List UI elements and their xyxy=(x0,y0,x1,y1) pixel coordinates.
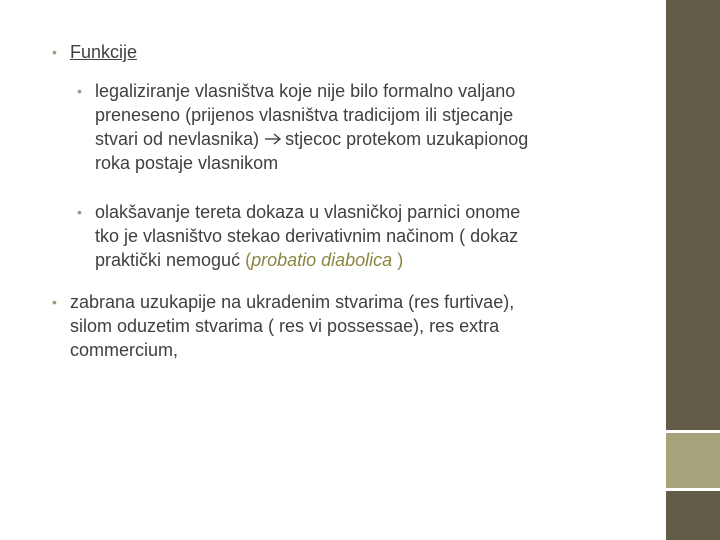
text-line: commercium, xyxy=(70,340,179,360)
text-line: zabrana uzukapije na ukradenim stvarima (res furtivae), xyxy=(70,292,515,312)
text-line: preneseno (prijenos vlasništva tradicijom ili stjecanje xyxy=(95,105,514,125)
paren-open: ( xyxy=(245,250,252,270)
text-line xyxy=(95,127,528,151)
latin-term: probatio diabolica xyxy=(251,250,393,270)
bullet-zabrana xyxy=(52,290,515,362)
paren-close: ) xyxy=(392,250,404,270)
text-line: silom oduzetim stvarima ( res vi possessae), res extra xyxy=(70,316,500,336)
side-decoration xyxy=(666,0,720,540)
right-arrow-icon xyxy=(264,132,282,146)
heading-funkcije: Funkcije xyxy=(70,42,138,62)
side-bar-dark xyxy=(666,0,720,430)
text-segment: stvari od nevlasnika) xyxy=(95,129,260,149)
bullet-marker: • xyxy=(52,294,57,310)
bullet-marker: • xyxy=(52,44,57,60)
text-line xyxy=(95,248,520,272)
side-bar-light xyxy=(666,433,720,488)
text-segment: stjecoc protekom uzukapionog xyxy=(285,129,529,149)
bullet-olaksavanje xyxy=(77,200,521,272)
text-line: roka postaje vlasnikom xyxy=(95,153,279,173)
bullet-marker: • xyxy=(77,83,82,99)
bullet-marker: • xyxy=(77,204,82,220)
text-line: tko je vlasništvo stekao derivativnim načinom ( dokaz xyxy=(95,226,519,246)
bullet-funkcije xyxy=(52,40,138,64)
text-segment: praktički nemoguć xyxy=(95,250,241,270)
side-bar-dark-bottom xyxy=(666,491,720,540)
text-line: legaliziranje vlasništva koje nije bilo formalno valjano xyxy=(95,81,516,101)
bullet-legaliziranje xyxy=(77,79,529,175)
text-line: olakšavanje tereta dokaza u vlasničkoj parnici onome xyxy=(95,202,521,222)
